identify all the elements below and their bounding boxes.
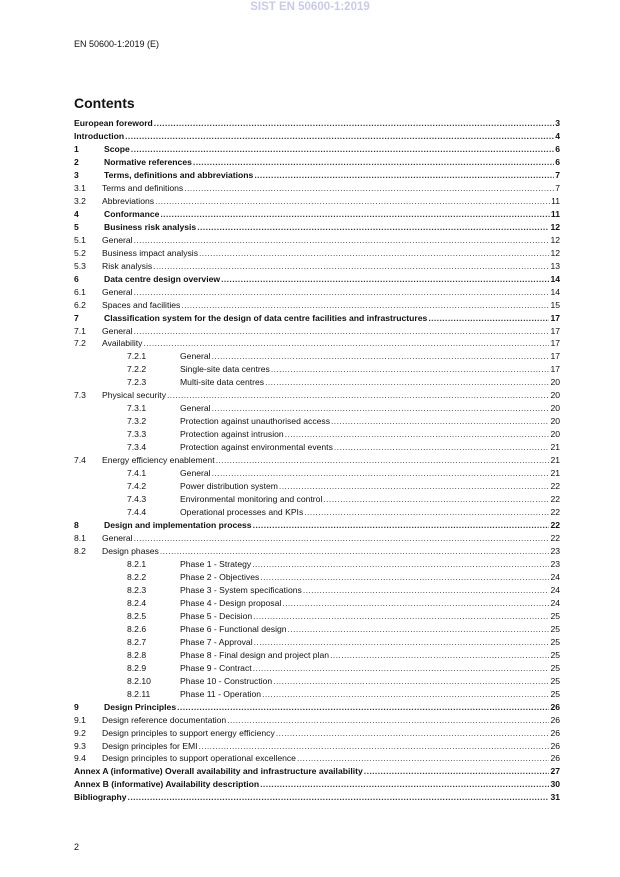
toc-dot-leader (288, 623, 550, 636)
table-of-contents (74, 117, 560, 804)
toc-entry[interactable] (74, 286, 560, 299)
toc-section-title[interactable]: Terms, definitions and abbreviations (104, 169, 254, 180)
toc-section-number: 8.2.11 (127, 688, 151, 699)
toc-section-title[interactable]: General (180, 468, 211, 479)
toc-page-number[interactable]: 17 (550, 364, 560, 375)
toc-page-number[interactable]: 6 (555, 143, 560, 154)
toc-page-number[interactable]: 25 (550, 688, 560, 699)
toc-section-number: 9 (74, 701, 79, 712)
toc-dot-leader (221, 273, 549, 286)
toc-entry[interactable] (74, 571, 560, 584)
toc-section-number: 2 (74, 156, 79, 167)
toc-section-title[interactable]: General (102, 325, 133, 336)
toc-page-number[interactable]: 4 (555, 130, 560, 141)
toc-entry[interactable] (74, 714, 560, 727)
toc-page-number[interactable]: 26 (550, 727, 560, 738)
toc-page-number[interactable]: 11 (551, 195, 560, 206)
toc-dot-leader (216, 454, 550, 467)
toc-dot-leader (153, 260, 549, 273)
toc-section-number: 7 (74, 312, 79, 323)
toc-section-title[interactable]: Single-site data centres (180, 364, 270, 375)
toc-page-number[interactable]: 25 (550, 636, 560, 647)
toc-page-number[interactable]: 12 (550, 234, 560, 245)
toc-section-number: 3 (74, 169, 79, 180)
toc-section-title[interactable]: General (102, 286, 133, 297)
toc-section-number: 7.4.2 (127, 481, 147, 492)
toc-page-number[interactable]: 6 (555, 156, 560, 167)
toc-dot-leader (134, 532, 550, 545)
toc-page-number[interactable]: 17 (550, 312, 560, 323)
toc-section-number: 3.2 (74, 195, 86, 206)
toc-section-title[interactable]: Conformance (104, 208, 160, 219)
toc-section-number: 7.3.2 (127, 416, 147, 427)
toc-section-title[interactable]: Phase 1 - Strategy (180, 558, 252, 569)
toc-section-title[interactable]: Phase 8 - Final design and project plan (180, 649, 330, 660)
toc-page-number[interactable]: 20 (550, 403, 560, 414)
toc-section-title[interactable]: Data centre design overview (104, 273, 221, 284)
toc-page-number[interactable]: 25 (550, 623, 560, 634)
toc-section-number: 8.2.2 (127, 571, 147, 582)
toc-section-number: 8.2.3 (127, 584, 147, 595)
toc-entry[interactable] (74, 480, 560, 493)
toc-section-number: 8.2.7 (127, 636, 147, 647)
toc-dot-leader (197, 221, 549, 234)
toc-section-title[interactable]: Design phases (102, 545, 159, 556)
toc-dot-leader (260, 778, 549, 791)
toc-section-number: 5.1 (74, 234, 86, 245)
toc-entry[interactable] (74, 636, 560, 649)
toc-page-number[interactable]: 24 (550, 571, 560, 582)
toc-entry[interactable] (74, 273, 560, 286)
toc-dot-leader (134, 325, 550, 338)
toc-section-title[interactable]: Protection against environmental events (180, 442, 333, 453)
toc-section-number: 7.3 (74, 390, 86, 401)
toc-section-number: 7.3.4 (127, 442, 147, 453)
toc-section-title[interactable]: Phase 11 - Operation (180, 688, 262, 699)
toc-section-number: 8.2.10 (127, 675, 151, 686)
toc-entry[interactable] (74, 532, 560, 545)
toc-dot-leader (254, 169, 554, 182)
toc-section-number: 7.1 (74, 325, 86, 336)
toc-entry[interactable] (74, 545, 560, 558)
toc-section-number: 6.1 (74, 286, 86, 297)
toc-entry[interactable] (74, 454, 560, 467)
toc-section-title[interactable]: Phase 10 - Construction (180, 675, 273, 686)
toc-section-title[interactable]: Normative references (104, 156, 192, 167)
toc-entry[interactable] (74, 337, 560, 350)
toc-section-number: 7.4.1 (127, 468, 147, 479)
toc-entry[interactable] (74, 260, 560, 273)
toc-section-title[interactable]: General (180, 351, 211, 362)
toc-dot-leader (428, 312, 549, 325)
toc-page-number[interactable]: 20 (550, 416, 560, 427)
toc-section-title[interactable]: Risk analysis (102, 260, 153, 271)
toc-page-number[interactable]: 12 (550, 247, 560, 258)
toc-section-number: 7.2.3 (127, 377, 147, 388)
toc-section-number: 9.4 (74, 753, 86, 764)
toc-page-number[interactable]: 20 (550, 429, 560, 440)
toc-section-title[interactable]: Terms and definitions (102, 182, 184, 193)
toc-page-number[interactable]: 25 (550, 649, 560, 660)
toc-section-number: 7.3.3 (127, 429, 147, 440)
toc-section-title[interactable]: Classification system for the design of data centre facilities and infrastructures (104, 312, 428, 323)
toc-page-number[interactable]: 27 (550, 766, 560, 777)
toc-entry[interactable] (74, 389, 560, 402)
toc-section-number: 8.2 (74, 545, 86, 556)
toc-dot-leader (273, 675, 549, 688)
toc-section-title[interactable]: Design Principles (104, 701, 177, 712)
toc-section-number: 5.3 (74, 260, 86, 271)
toc-section-title[interactable]: Spaces and facilities (102, 299, 181, 310)
toc-page-number[interactable]: 26 (550, 740, 560, 751)
toc-page-number[interactable]: 22 (550, 520, 560, 531)
toc-dot-leader (260, 571, 549, 584)
toc-page-number[interactable]: 21 (550, 468, 560, 479)
toc-page-number[interactable]: 17 (550, 325, 560, 336)
toc-page-number[interactable]: 13 (550, 260, 560, 271)
toc-section-number: 8.2.8 (127, 649, 147, 660)
toc-entry[interactable] (74, 675, 560, 688)
toc-dot-leader (285, 428, 550, 441)
toc-entry[interactable] (74, 467, 560, 480)
toc-page-number[interactable]: 21 (550, 455, 560, 466)
toc-entry[interactable] (74, 247, 560, 260)
toc-section-title[interactable]: Multi-site data centres (180, 377, 265, 388)
toc-section-title[interactable]: Abbreviations (102, 195, 155, 206)
toc-entry[interactable] (74, 143, 560, 156)
toc-entry[interactable] (74, 350, 560, 363)
toc-section-title[interactable]: Design principles to support energy efficiency (102, 727, 275, 738)
toc-page-number[interactable]: 7 (555, 169, 560, 180)
toc-entry[interactable] (74, 299, 560, 312)
toc-entry[interactable] (74, 182, 560, 195)
toc-dot-leader (252, 558, 549, 571)
toc-section-title[interactable]: Phase 5 - Decision (180, 610, 253, 621)
toc-section-number: 8.2.1 (127, 558, 147, 569)
toc-section-title[interactable]: Physical security (102, 390, 166, 401)
toc-section-title[interactable]: Energy efficiency enablement (102, 455, 215, 466)
contents-heading: Contents (74, 95, 135, 111)
toc-dot-leader (271, 363, 550, 376)
toc-dot-leader (167, 389, 549, 402)
toc-page-number[interactable]: 24 (550, 597, 560, 608)
toc-dot-leader (331, 415, 549, 428)
toc-entry[interactable] (74, 584, 560, 597)
toc-page-number[interactable]: 17 (550, 351, 560, 362)
toc-dot-leader (128, 791, 550, 804)
toc-section-number: 9.2 (74, 727, 86, 738)
toc-dot-leader (125, 130, 554, 143)
toc-section-number: 6.2 (74, 299, 86, 310)
toc-section-number: 7.2.1 (127, 351, 147, 362)
toc-entry[interactable] (74, 727, 560, 740)
toc-section-number: 8 (74, 520, 79, 531)
toc-page-number[interactable]: 17 (550, 338, 560, 349)
toc-entry[interactable] (74, 558, 560, 571)
toc-page-number[interactable]: 25 (550, 675, 560, 686)
toc-entry[interactable] (74, 791, 560, 804)
toc-entry[interactable] (74, 234, 560, 247)
toc-section-number: 7.3.1 (127, 403, 147, 414)
toc-section-title[interactable]: Phase 9 - Contract (180, 662, 252, 673)
toc-section-title[interactable]: Phase 2 - Objectives (180, 571, 260, 582)
toc-dot-leader (364, 765, 550, 778)
toc-dot-leader (177, 701, 549, 714)
toc-section-title[interactable]: Environmental monitoring and control (180, 494, 323, 505)
toc-page-number[interactable]: 24 (550, 584, 560, 595)
toc-section-number: 8.2.4 (127, 597, 147, 608)
watermark: SIST EN 50600-1:2019 (250, 1, 370, 13)
toc-dot-leader (181, 299, 549, 312)
toc-dot-leader (199, 247, 549, 260)
toc-section-title[interactable]: Bibliography (74, 792, 127, 803)
toc-page-number[interactable]: 26 (550, 753, 560, 764)
toc-section-number: 8.1 (74, 533, 86, 543)
toc-entry[interactable] (74, 740, 560, 753)
toc-section-title[interactable]: Protection against unauthorised access (180, 416, 331, 427)
toc-dot-leader (134, 286, 550, 299)
toc-section-number: 3.1 (74, 182, 86, 193)
toc-entry[interactable] (74, 130, 560, 143)
toc-entry[interactable] (74, 519, 560, 532)
toc-section-number: 7.4.3 (127, 494, 147, 505)
toc-section-title[interactable]: Phase 3 - System specifications (180, 584, 302, 595)
toc-entry[interactable] (74, 221, 560, 234)
toc-dot-leader (279, 480, 550, 493)
toc-entry[interactable] (74, 765, 560, 778)
toc-dot-leader (262, 688, 549, 701)
toc-section-number: 8.2.9 (127, 662, 147, 673)
toc-page-number[interactable]: 14 (550, 273, 560, 284)
toc-section-title[interactable]: General (180, 403, 211, 414)
toc-dot-leader (160, 545, 550, 558)
toc-entry[interactable] (74, 156, 560, 169)
toc-section-title[interactable]: General (102, 234, 133, 245)
toc-page-number[interactable]: 30 (550, 779, 560, 790)
toc-section-title[interactable]: Annex A (informative) Overall availability and infrastructure availability (74, 766, 363, 777)
toc-page-number[interactable]: 21 (550, 442, 560, 453)
toc-dot-leader (253, 610, 549, 623)
toc-section-title[interactable]: General (102, 533, 133, 543)
toc-dot-leader (297, 752, 549, 765)
toc-entry[interactable] (74, 610, 560, 623)
toc-dot-leader (303, 584, 550, 597)
toc-section-title[interactable]: Design reference documentation (102, 714, 227, 725)
toc-entry[interactable] (74, 778, 560, 791)
toc-page-number[interactable]: 22 (550, 507, 560, 518)
toc-entry[interactable] (74, 701, 560, 714)
toc-section-number: 7.4.4 (127, 507, 147, 518)
toc-entry[interactable] (74, 649, 560, 662)
toc-section-title[interactable]: European foreword (74, 118, 153, 128)
toc-dot-leader (265, 376, 549, 389)
toc-dot-leader (212, 402, 550, 415)
toc-section-number: 9.3 (74, 740, 86, 751)
toc-dot-leader (199, 740, 550, 753)
toc-entry[interactable] (74, 195, 560, 208)
toc-entry[interactable] (74, 208, 560, 221)
toc-section-title[interactable]: Operational processes and KPIs (180, 507, 304, 518)
toc-dot-leader (323, 493, 549, 506)
toc-section-number: 8.2.6 (127, 623, 147, 634)
toc-dot-leader (334, 441, 550, 454)
toc-page-number[interactable]: 20 (550, 377, 560, 388)
toc-page-number[interactable]: 11 (550, 208, 560, 219)
toc-dot-leader (154, 117, 554, 130)
toc-section-title[interactable]: Phase 4 - Design proposal (180, 597, 282, 608)
toc-entry[interactable] (74, 623, 560, 636)
toc-dot-leader (155, 195, 550, 208)
toc-page-number[interactable]: 31 (550, 792, 560, 803)
toc-entry[interactable] (74, 117, 560, 130)
toc-dot-leader (131, 143, 554, 156)
toc-page-number[interactable]: 7 (555, 182, 560, 193)
toc-page-number[interactable]: 26 (550, 714, 560, 725)
toc-entry[interactable] (74, 428, 560, 441)
toc-section-number: 5 (74, 221, 79, 232)
toc-section-title[interactable]: Design principles for EMI (102, 740, 198, 751)
toc-page-number[interactable]: 20 (550, 390, 560, 401)
toc-dot-leader (212, 467, 550, 480)
toc-dot-leader (143, 337, 549, 350)
toc-entry[interactable] (74, 597, 560, 610)
toc-section-title[interactable]: Availability (102, 338, 143, 349)
toc-entry[interactable] (74, 402, 560, 415)
toc-page-number[interactable]: 25 (550, 610, 560, 621)
document-id-header: EN 50600-1:2019 (E) (74, 39, 160, 49)
toc-entry[interactable] (74, 363, 560, 376)
toc-section-title[interactable]: Phase 7 - Approval (180, 636, 253, 647)
toc-dot-leader (193, 156, 554, 169)
toc-section-number: 7.4 (74, 455, 86, 466)
toc-section-title[interactable]: Business risk analysis (104, 221, 197, 232)
toc-dot-leader (184, 182, 554, 195)
toc-section-number: 5.2 (74, 247, 86, 258)
toc-dot-leader (254, 636, 550, 649)
toc-section-number: 6 (74, 273, 79, 284)
toc-dot-leader (253, 662, 550, 675)
toc-dot-leader (227, 714, 549, 727)
toc-entry[interactable] (74, 752, 560, 765)
toc-page-number[interactable]: 23 (550, 545, 560, 556)
toc-section-title[interactable]: Business impact analysis (102, 247, 199, 258)
toc-dot-leader (304, 506, 549, 519)
toc-section-number: 7.2.2 (127, 364, 147, 375)
toc-page-number[interactable]: 15 (550, 299, 560, 310)
toc-page-number[interactable]: 22 (550, 481, 560, 492)
toc-entry[interactable] (74, 506, 560, 519)
toc-section-title[interactable]: Power distribution system (180, 481, 278, 492)
toc-dot-leader (282, 597, 549, 610)
toc-entry[interactable] (74, 493, 560, 506)
toc-entry[interactable] (74, 415, 560, 428)
toc-dot-leader (276, 727, 550, 740)
toc-page-number[interactable]: 25 (550, 662, 560, 673)
toc-page-number[interactable]: 22 (550, 494, 560, 505)
page-number: 2 (74, 842, 80, 852)
toc-section-number: 8.2.5 (127, 610, 147, 621)
toc-entry[interactable] (74, 169, 560, 182)
toc-section-title[interactable]: Phase 6 - Functional design (180, 623, 287, 634)
toc-entry[interactable] (74, 376, 560, 389)
toc-page-number[interactable]: 22 (550, 533, 560, 543)
toc-dot-leader (134, 234, 550, 247)
toc-section-title[interactable]: Design principles to support operational excellence (102, 753, 296, 764)
toc-dot-leader (160, 208, 550, 221)
toc-section-title[interactable]: Introduction (74, 130, 125, 141)
toc-entry[interactable] (74, 325, 560, 338)
toc-entry[interactable] (74, 441, 560, 454)
toc-entry[interactable] (74, 312, 560, 325)
toc-section-title[interactable]: Scope (104, 143, 130, 154)
toc-dot-leader (253, 519, 550, 532)
toc-section-number: 7.2 (74, 338, 86, 349)
toc-section-number: 9.1 (74, 714, 86, 725)
toc-entry[interactable] (74, 688, 560, 701)
toc-dot-leader (330, 649, 549, 662)
toc-page-number[interactable]: 26 (550, 701, 560, 712)
toc-section-title[interactable]: Protection against intrusion (180, 429, 284, 440)
toc-page-number[interactable]: 3 (555, 118, 560, 128)
toc-page-number[interactable]: 12 (550, 221, 560, 232)
toc-page-number[interactable]: 23 (550, 558, 560, 569)
toc-section-number: 1 (74, 143, 79, 154)
toc-section-number: 4 (74, 208, 79, 219)
toc-section-title[interactable]: Design and implementation process (104, 520, 252, 531)
toc-page-number[interactable]: 14 (550, 286, 560, 297)
toc-section-title[interactable]: Annex B (informative) Availability description (74, 779, 260, 790)
toc-entry[interactable] (74, 662, 560, 675)
toc-dot-leader (212, 350, 550, 363)
